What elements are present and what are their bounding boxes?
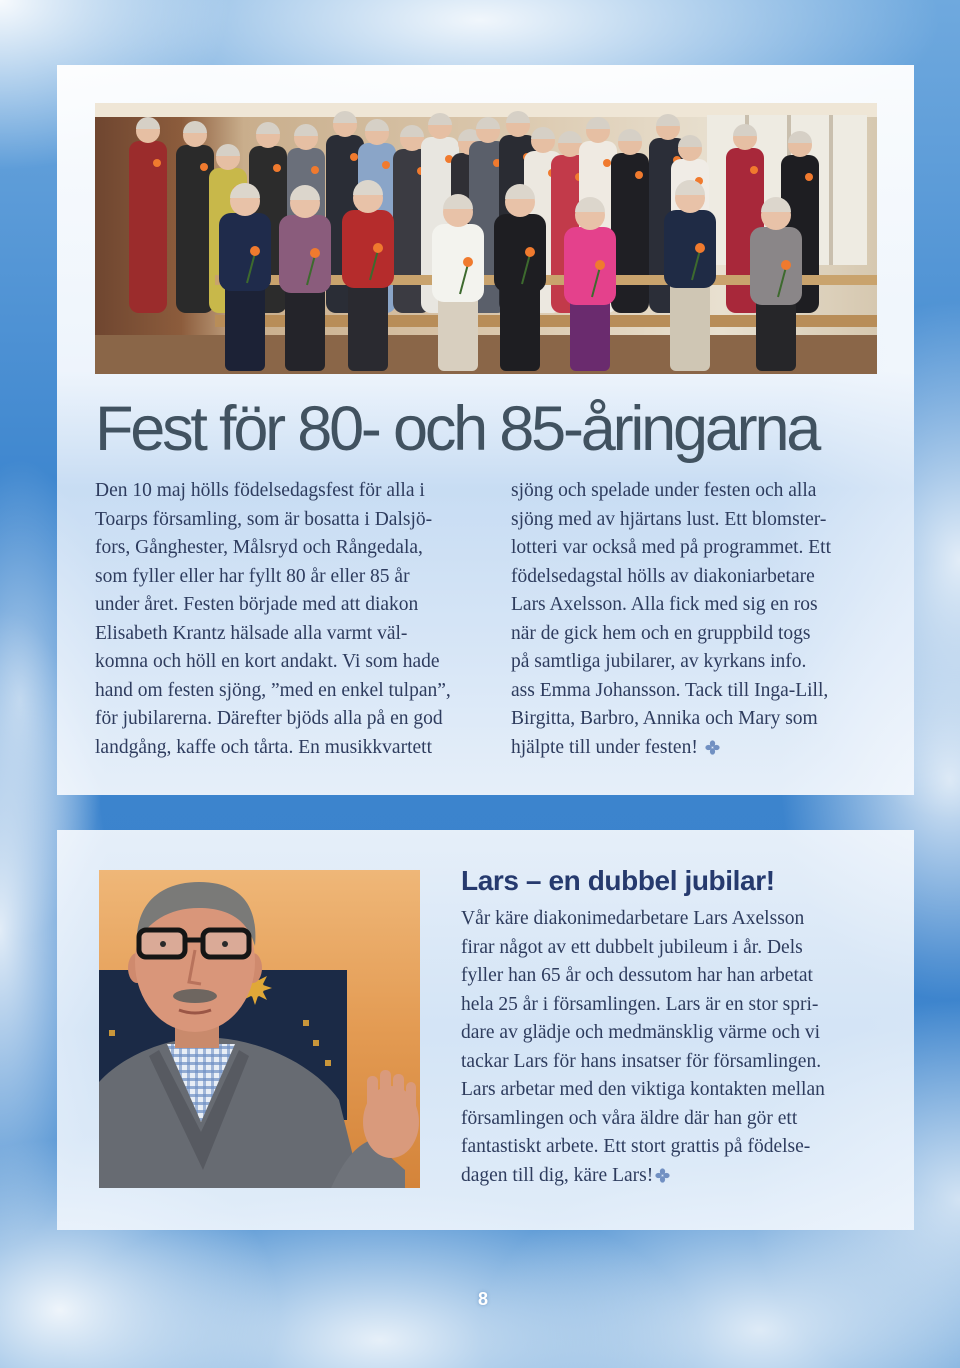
person-body (611, 153, 649, 313)
text-line: som fyller eller har fyllt 80 år eller 85 år (95, 565, 410, 587)
text-line: fantastiskt arbete. Ett stort grattis på födelse- (461, 1136, 811, 1157)
text-line: fors, Gånghester, Målsryd och Rångedala, (95, 537, 423, 558)
rose (382, 161, 390, 169)
text-line: tackar Lars för hans insatser för församlingen. (461, 1050, 822, 1072)
text-line-end: hjälpte till under festen! (511, 736, 698, 758)
article-heading: Lars – en dubbel jubilar! (461, 865, 775, 896)
person-standing (176, 121, 214, 313)
article-paragraph (461, 905, 825, 1190)
rose (463, 257, 473, 267)
text-line: Elisabeth Krantz hälsade alla varmt väl- (95, 622, 408, 644)
text-line: Vår käre diakonimedarbetare Lars Axelsson (461, 908, 805, 929)
person-body (750, 227, 802, 305)
rose (635, 171, 643, 179)
person-legs (570, 297, 610, 371)
group-photo (95, 103, 877, 374)
article-column-right (511, 477, 831, 762)
rose (250, 246, 260, 256)
rose (781, 260, 791, 270)
text-line: Lars arbetar med den viktiga kontakten mellan (461, 1079, 825, 1100)
text-line: församlingen och våra äldre där han gör ett (461, 1107, 798, 1129)
person-legs (348, 280, 388, 371)
rose (311, 166, 319, 174)
portrait-photo (99, 870, 420, 1188)
person-body (664, 210, 716, 288)
person-standing (611, 129, 649, 313)
ceiling-light (95, 103, 877, 117)
text-line: Lars Axelsson. Alla fick med sig en ros (511, 594, 818, 615)
person-legs (670, 280, 710, 371)
text-line: komna och höll en kort andakt. Vi som hade (95, 651, 440, 672)
mustache (173, 989, 217, 1003)
person-body (342, 210, 394, 288)
rose (603, 159, 611, 167)
text-line: hela 25 år i församlingen. Lars är en stor spri- (461, 993, 819, 1015)
person-legs (225, 283, 265, 371)
person-legs (756, 297, 796, 371)
text-line: dare av glädje och medmänsklig värme och vi (461, 1022, 820, 1043)
text-line: Toarps församling, som är bosatta i Dalsjö- (95, 508, 433, 530)
text-line: hand om festen sjöng, ”med en enkel tulpan”, (95, 679, 451, 701)
rose (350, 153, 358, 161)
person-body (494, 214, 546, 292)
person-standing (129, 117, 167, 313)
text-line: firar något av ett dubbelt jubileum i år. Dels (461, 936, 803, 958)
text-line-last (461, 1162, 825, 1191)
text-line: Den 10 maj hölls födelsedagsfest för alla i (95, 480, 425, 501)
person-body (129, 141, 167, 313)
text-line: födelsedagstal hölls av diakoniarbetare (511, 565, 815, 587)
rose (595, 260, 605, 270)
person-body (176, 145, 214, 313)
text-line: sjöng och spelade under festen och alla (511, 480, 817, 501)
text-line: under året. Festen började med att diakon (95, 594, 419, 615)
text-line: Birgitta, Barbro, Annika och Mary som (511, 708, 818, 729)
text-line: sjöng med av hjärtans lust. Ett blomster- (511, 508, 827, 530)
text-line: på samtliga jubilarer, av kyrkans info. (511, 651, 807, 672)
right-eye (222, 941, 228, 947)
text-line-end: dagen till dig, käre Lars! (461, 1164, 654, 1186)
rose (373, 243, 383, 253)
article-column-left (95, 477, 451, 762)
rose (273, 164, 281, 172)
article-title: Fest för 80- och 85-åringarna (95, 394, 819, 464)
person-body (564, 227, 616, 305)
rose (805, 173, 813, 181)
page-number: 8 (477, 1289, 488, 1309)
person-legs (285, 285, 325, 371)
cross-ornament-icon (705, 740, 720, 755)
person-body (279, 215, 331, 293)
person-legs (438, 294, 478, 371)
cross-ornament-icon (655, 1168, 670, 1183)
person-body (219, 213, 271, 291)
left-eye (160, 941, 166, 947)
rose (750, 166, 758, 174)
rose (310, 248, 320, 258)
text-line-last (511, 734, 831, 763)
rose (695, 243, 705, 253)
text-line: lotteri var också med på programmet. Ett (511, 537, 832, 558)
text-line: när de gick hem och en gruppbild togs (511, 622, 811, 644)
person-body (432, 224, 484, 302)
raised-hand (363, 1070, 419, 1158)
rose (200, 163, 208, 171)
text-line: ass Emma Johansson. Tack till Inga-Lill, (511, 679, 829, 701)
text-line: landgång, kaffe och tårta. En musikkvartett (95, 736, 432, 758)
rose (525, 247, 535, 257)
rose (153, 159, 161, 167)
text-line: för jubilarerna. Därefter bjöds alla på en god (95, 708, 443, 729)
text-line: fyller han 65 år och dessutom har han arbetat (461, 965, 813, 986)
person-legs (500, 284, 540, 371)
